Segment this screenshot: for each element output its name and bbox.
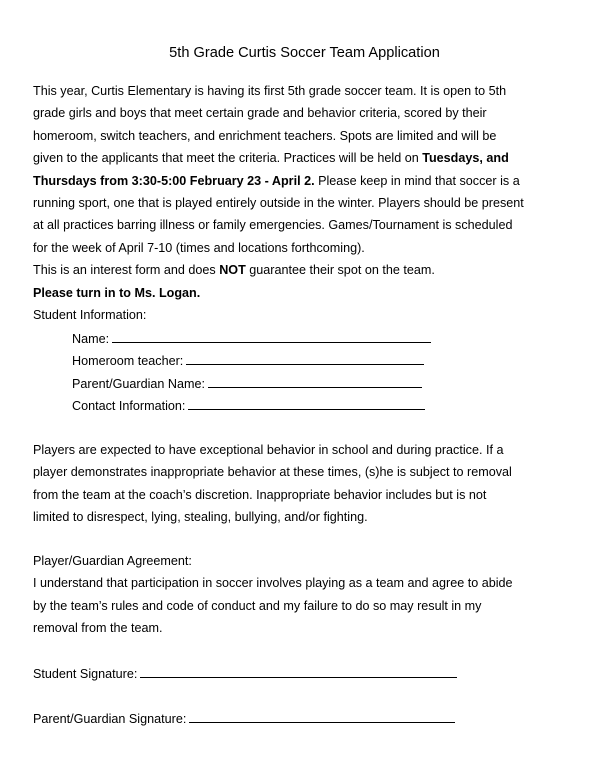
- parent-signature-field[interactable]: [33, 707, 455, 730]
- student-signature-field[interactable]: [33, 662, 457, 685]
- intro-line: grade girls and boys that meet certain grade and behavior criteria, scored by their: [33, 106, 487, 121]
- not-bold: NOT: [219, 263, 246, 278]
- intro-line: [33, 170, 553, 192]
- turn-in-instruction: Please turn in to Ms. Logan.: [33, 285, 201, 300]
- name-blank-line[interactable]: [112, 327, 431, 343]
- intro-paragraph: [33, 80, 553, 326]
- name-field[interactable]: [72, 327, 431, 350]
- practice-days-bold: Tuesdays, and: [422, 151, 509, 166]
- intro-line: for the week of April 7-10 (times and locations forthcoming).: [33, 240, 365, 255]
- behavior-line: Players are expected to have exceptional behavior in school and during practice. If a: [33, 443, 504, 457]
- student-signature-blank-line[interactable]: [140, 662, 457, 678]
- intro-line: This year, Curtis Elementary is having its first 5th grade soccer team. It is open to 5th: [33, 84, 507, 98]
- page-title: 5th Grade Curtis Soccer Team Application: [169, 45, 440, 61]
- intro-text: This is an interest form and does: [33, 263, 220, 278]
- intro-text: given to the applicants that meet the criteria. Practices will be held on: [33, 151, 423, 166]
- interest-form-line: [33, 259, 553, 281]
- name-label: Name:: [72, 332, 110, 346]
- parent-signature-label: Parent/Guardian Signature:: [33, 712, 187, 726]
- parent-name-blank-line[interactable]: [208, 372, 422, 388]
- behavior-line: limited to disrespect, lying, stealing, bullying, and/or fighting.: [33, 510, 368, 525]
- intro-text: guarantee their spot on the team.: [245, 263, 435, 278]
- student-signature-label: Student Signature:: [33, 667, 138, 681]
- agreement-heading: Player/Guardian Agreement:: [33, 554, 192, 568]
- parent-name-field[interactable]: [72, 372, 422, 395]
- agreement-line: by the team’s rules and code of conduct and my failure to do so may result in my: [33, 598, 482, 613]
- intro-line: [33, 147, 553, 169]
- contact-field[interactable]: [72, 394, 425, 417]
- parent-name-label: Parent/Guardian Name:: [72, 377, 206, 391]
- student-info-heading: Student Information:: [33, 308, 147, 323]
- agreement-line: removal from the team.: [33, 621, 163, 636]
- parent-signature-blank-line[interactable]: [189, 707, 455, 723]
- homeroom-label: Homeroom teacher:: [72, 354, 184, 368]
- homeroom-blank-line[interactable]: [186, 349, 424, 365]
- agreement-line: I understand that participation in soccer involves playing as a team and agree to abide: [33, 576, 513, 591]
- intro-line: running sport, one that is played entirely outside in the winter. Players should be present: [33, 196, 524, 211]
- behavior-paragraph: [33, 439, 553, 529]
- agreement-section: [33, 550, 553, 640]
- intro-line: at all practices barring illness or family emergencies. Games/Tournament is scheduled: [33, 218, 513, 233]
- behavior-line: from the team at the coach’s discretion. Inappropriate behavior includes but is not: [33, 487, 487, 502]
- intro-line: homeroom, switch teachers, and enrichment teachers. Spots are limited and will be: [33, 128, 497, 143]
- practice-times-bold: Thursdays from 3:30-5:00 February 23 - April 2.: [33, 173, 315, 188]
- contact-label: Contact Information:: [72, 399, 186, 413]
- contact-blank-line[interactable]: [188, 394, 425, 410]
- intro-text: Please keep in mind that soccer is a: [314, 173, 520, 188]
- behavior-line: player demonstrates inappropriate behavior at these times, (s)he is subject to removal: [33, 465, 512, 480]
- homeroom-field[interactable]: [72, 349, 424, 372]
